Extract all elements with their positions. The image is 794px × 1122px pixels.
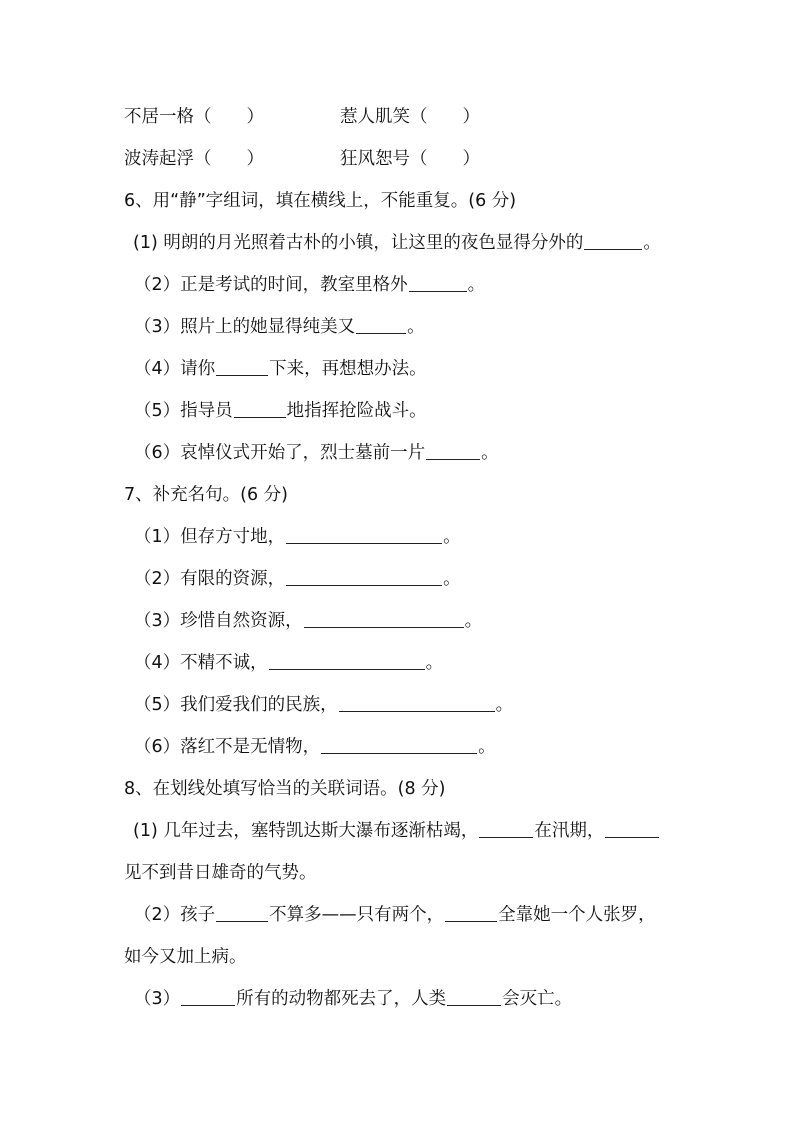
q7-item-2-blank[interactable] xyxy=(286,567,442,586)
q7-item-4-end: 。 xyxy=(425,653,444,673)
q8-item-2-line-2: 如今又加上病。 xyxy=(124,947,247,967)
idiom-row-2-left: 波涛起浮（ ） xyxy=(124,149,264,169)
q7-item-4 xyxy=(134,649,443,677)
q6-item-2-end: 。 xyxy=(467,275,486,295)
q8-item-3-text-b: 所有的动物都死去了，人类 xyxy=(236,989,447,1009)
q7-item-6-text: （6）落红不是无情物， xyxy=(134,737,321,757)
q6-item-4-text: （4）请你 xyxy=(134,359,216,379)
q6-item-5-end: 地指挥抢险战斗。 xyxy=(286,401,427,421)
q7-item-1-end: 。 xyxy=(443,527,461,547)
q7-item-4-text: （4）不精不诚， xyxy=(134,653,268,673)
q7-item-6 xyxy=(134,733,496,761)
q7-item-6-blank[interactable] xyxy=(321,735,477,754)
q6-item-5 xyxy=(134,397,427,425)
q7-item-5-end: 。 xyxy=(495,695,514,715)
q6-item-3-end: 。 xyxy=(407,317,425,337)
q8-item-1-blank-1[interactable] xyxy=(479,819,533,838)
q6-item-4 xyxy=(134,355,427,383)
q8-item-2-line-1 xyxy=(134,901,656,929)
q7-item-1 xyxy=(134,523,461,551)
q8-item-3 xyxy=(134,985,572,1013)
q8-item-3-text-c: 会灭亡。 xyxy=(502,989,573,1009)
q6-item-4-blank[interactable] xyxy=(216,357,268,376)
q7-item-5-text: （5）我们爱我们的民族， xyxy=(134,695,338,715)
q6-item-1-text: (1) 明朗的月光照着古朴的小镇，让这里的夜色显得分外的 xyxy=(133,233,584,253)
q7-item-5-blank[interactable] xyxy=(339,693,495,712)
q7-item-5 xyxy=(134,691,513,719)
q7-item-1-text: （1）但存方寸地， xyxy=(134,527,286,547)
q6-item-2-blank[interactable] xyxy=(409,273,467,292)
q8-item-3-blank-2[interactable] xyxy=(447,987,501,1006)
q8-item-1-line-2: 见不到昔日雄奇的气势。 xyxy=(124,863,317,883)
q8-item-1-line-1 xyxy=(133,817,660,845)
q7-item-2-end: 。 xyxy=(443,569,461,589)
q8-item-2-blank-1[interactable] xyxy=(216,903,268,922)
q6-item-6-blank[interactable] xyxy=(426,441,480,460)
q6-item-5-text: （5）指导员 xyxy=(134,401,233,421)
q6-item-6-text: （6）哀悼仪式开始了，烈士墓前一片 xyxy=(134,443,426,463)
q8-item-1-blank-2[interactable] xyxy=(605,819,659,838)
q8-item-3-text-a: （3） xyxy=(134,989,181,1009)
q6-item-2-text: （2）正是考试的时间，教室里格外 xyxy=(134,275,408,295)
q8-item-1-text-b: 在汛期， xyxy=(534,821,605,841)
question-8-title: 8、在划线处填写恰当的关联词语。(8 分) xyxy=(124,779,446,799)
q8-item-2-blank-2[interactable] xyxy=(445,903,497,922)
q6-item-3-blank[interactable] xyxy=(356,315,406,334)
q6-item-6-end: 。 xyxy=(481,443,499,463)
q8-item-2-text-c: 全靠她一个人张罗， xyxy=(498,905,656,925)
q7-item-2 xyxy=(134,565,461,593)
q6-item-3 xyxy=(134,313,425,341)
q6-item-1 xyxy=(133,229,661,257)
idiom-row-1-right: 惹人肌笑（ ） xyxy=(340,107,480,127)
idiom-row-1-left: 不居一格（ ） xyxy=(124,107,264,127)
q8-item-2-text-a: （2）孩子 xyxy=(134,905,216,925)
q7-item-3 xyxy=(134,607,482,635)
question-6-title: 6、用“静”字组词，填在横线上，不能重复。(6 分) xyxy=(124,191,517,211)
q6-item-6 xyxy=(134,439,499,467)
q7-item-2-text: （2）有限的资源， xyxy=(134,569,286,589)
q6-item-1-blank[interactable] xyxy=(584,231,642,250)
q8-item-3-blank-1[interactable] xyxy=(181,987,235,1006)
q6-item-5-blank[interactable] xyxy=(234,399,286,418)
q7-item-4-blank[interactable] xyxy=(269,651,425,670)
q6-item-3-text: （3）照片上的她显得纯美又 xyxy=(134,317,356,337)
q8-item-2-text-b: 不算多——只有两个， xyxy=(269,905,445,925)
q6-item-4-end: 下来，再想想办法。 xyxy=(269,359,427,379)
q7-item-3-text: （3）珍惜自然资源， xyxy=(134,611,303,631)
q6-item-1-end: 。 xyxy=(643,233,661,253)
question-7-title: 7、补充名句。(6 分) xyxy=(124,485,288,505)
idiom-row-2-right: 狂风恕号（ ） xyxy=(340,149,480,169)
q7-item-3-blank[interactable] xyxy=(304,609,464,628)
q8-item-1-text-a: (1) 几年过去，塞特凯达斯大瀑布逐渐枯竭， xyxy=(133,821,479,841)
q7-item-3-end: 。 xyxy=(464,611,483,631)
q6-item-2 xyxy=(134,271,485,299)
q7-item-1-blank[interactable] xyxy=(286,525,442,544)
q7-item-6-end: 。 xyxy=(478,737,496,757)
